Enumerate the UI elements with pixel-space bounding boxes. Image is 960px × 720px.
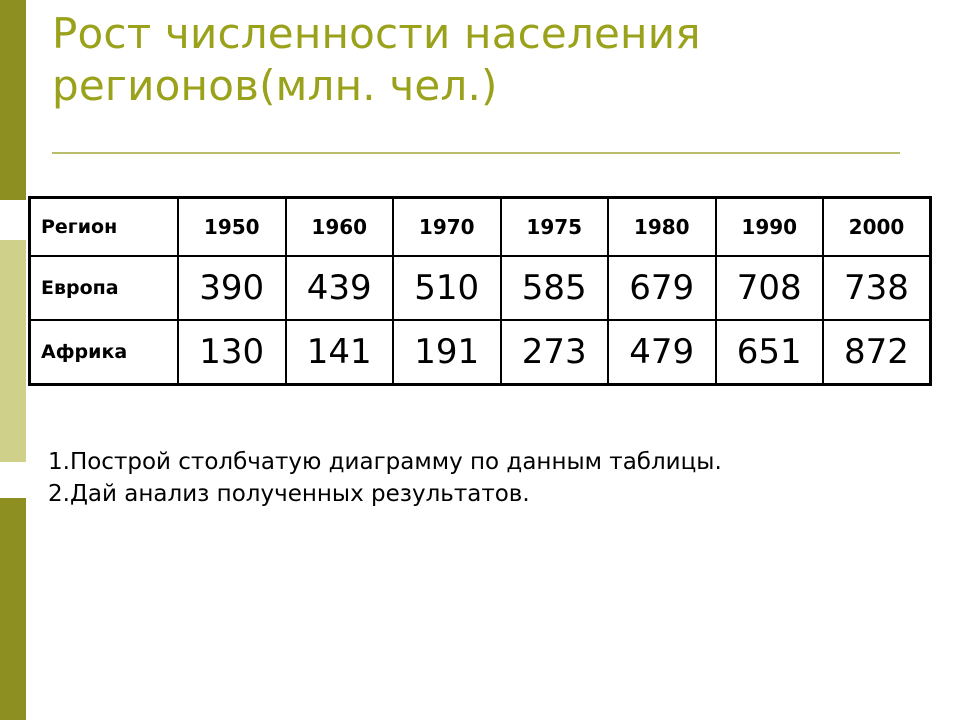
- table-header-cell-2000: 2000: [823, 198, 931, 257]
- cell-africa-1975: 273: [501, 320, 609, 385]
- decorative-left-stripe: [0, 0, 26, 720]
- task-list: [48, 446, 928, 510]
- table-header-cell-1990: 1990: [716, 198, 824, 257]
- cell-europe-2000: 738: [823, 256, 931, 320]
- table-row: [30, 256, 931, 320]
- cell-africa-1960: 141: [286, 320, 394, 385]
- cell-europe-1960: 439: [286, 256, 394, 320]
- stripe-segment-middle: [0, 240, 26, 462]
- cell-europe-1980: 679: [608, 256, 716, 320]
- task-item-1: 1.Построй столбчатую диаграмму по данным таблицы.: [48, 449, 722, 475]
- cell-europe-1950: 390: [178, 256, 286, 320]
- cell-africa-1980: 479: [608, 320, 716, 385]
- table-header-cell-1975: 1975: [501, 198, 609, 257]
- table-header-cell-1980: 1980: [608, 198, 716, 257]
- table-row: [30, 320, 931, 385]
- population-table-container: [28, 196, 932, 386]
- table-header-cell-1960: 1960: [286, 198, 394, 257]
- cell-africa-2000: 872: [823, 320, 931, 385]
- stripe-gap-upper: [0, 200, 26, 240]
- stripe-segment-top: [0, 0, 26, 200]
- cell-europe-1970: 510: [393, 256, 501, 320]
- table-header-cell-1950: 1950: [178, 198, 286, 257]
- task-item-2: 2.Дай анализ полученных результатов.: [48, 481, 530, 507]
- cell-africa-1970: 191: [393, 320, 501, 385]
- slide-title-block: [52, 8, 904, 112]
- table-header-cell-1970: 1970: [393, 198, 501, 257]
- stripe-segment-bottom: [0, 498, 26, 720]
- table-header-row: [30, 198, 931, 257]
- cell-europe-1990: 708: [716, 256, 824, 320]
- table-header-cell-region: Регион: [30, 198, 179, 257]
- row-label-europe: Европа: [30, 256, 179, 320]
- population-table: [28, 196, 932, 386]
- row-label-africa: Африка: [30, 320, 179, 385]
- cell-europe-1975: 585: [501, 256, 609, 320]
- cell-africa-1990: 651: [716, 320, 824, 385]
- cell-africa-1950: 130: [178, 320, 286, 385]
- stripe-gap-lower: [0, 462, 26, 498]
- title-divider: [52, 152, 900, 154]
- page-title: Рост численности населения регионов(млн. чел.): [52, 9, 701, 110]
